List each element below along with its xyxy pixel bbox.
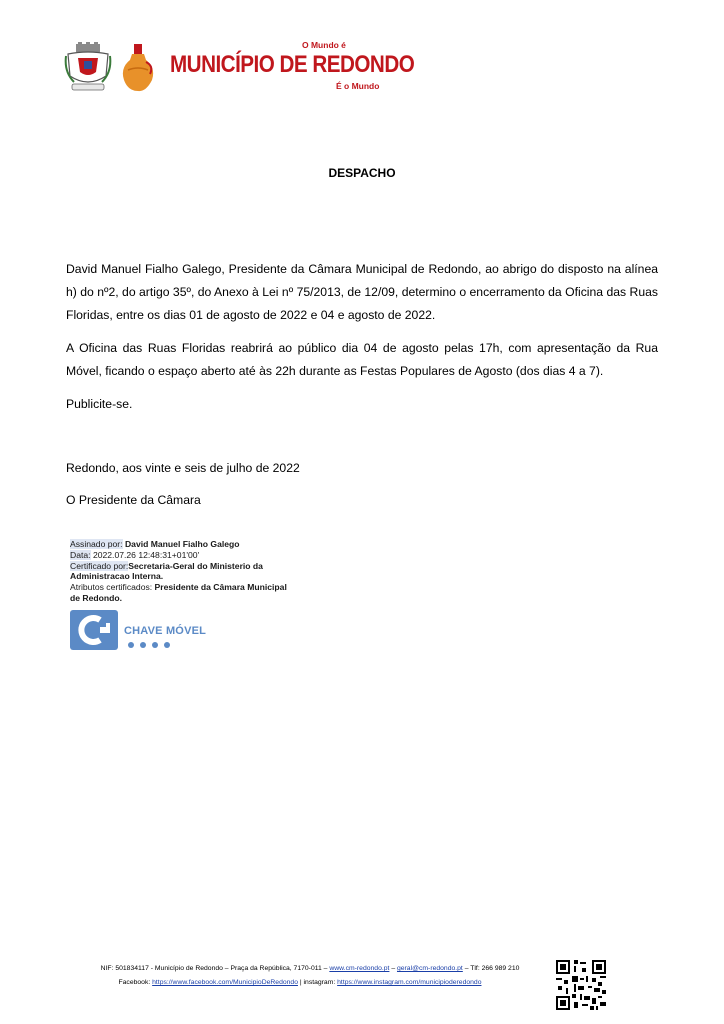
dot xyxy=(128,642,134,648)
clay-jug-icon xyxy=(120,42,156,92)
digital-signature xyxy=(70,539,290,604)
facebook-link[interactable]: https://www.facebook.com/MunicipioDeRedondo xyxy=(152,979,298,986)
facebook-label: Facebook: xyxy=(118,979,151,986)
municipality-name: MUNICÍPIO DE REDONDO xyxy=(170,51,415,78)
footer-social-line xyxy=(0,976,600,990)
footer-contact-line xyxy=(0,962,600,976)
instagram-link[interactable]: https://www.instagram.com/municipioderedondo xyxy=(337,979,482,986)
page-footer xyxy=(0,962,600,990)
attributes-value: Presidente da Câmara Municipal de Redondo. xyxy=(70,582,287,603)
closing-block xyxy=(66,460,300,524)
paragraph: David Manuel Fialho Galego, Presidente da Câmara Municipal de Redondo, ao abrigo do disposto na alínea h) do nº2, do artigo 35º, do Anexo à Lei nº 75/2013, de 12/09, determino o encerramento da Oficina das Ruas Floridas, entre os dias 01 de agosto de 2022 e 04 e agosto de 2022. xyxy=(66,262,658,322)
place-date: Redondo, aos vinte e seis de julho de 2022 xyxy=(66,461,300,475)
coat-of-arms-icon xyxy=(64,42,112,92)
paragraph: Publicite-se. xyxy=(66,397,133,411)
tagline-bottom: É o Mundo xyxy=(336,81,380,91)
tagline-top: O Mundo é xyxy=(302,40,346,50)
signatory-role: O Presidente da Câmara xyxy=(66,493,201,507)
chave-movel-badge xyxy=(70,610,210,652)
signed-by-label: Assinado por: xyxy=(70,539,123,549)
footer-sep: – xyxy=(391,965,396,972)
dot xyxy=(164,642,170,648)
chave-movel-icon xyxy=(70,610,118,650)
chave-movel-label: CHAVE MÓVEL xyxy=(124,625,207,637)
document-body xyxy=(66,258,658,426)
signed-by-value: David Manuel Fialho Galego xyxy=(124,539,240,549)
certified-value: Secretaria-Geral do Ministerio da Administracao Interna. xyxy=(70,560,263,582)
footer-nif: NIF: 501834117 - Município de Redondo – Praça da República, 7170-011 – xyxy=(100,965,328,972)
date-label: Data: xyxy=(70,549,91,560)
certified-label: Certificado por: xyxy=(70,560,129,571)
chave-movel-dots xyxy=(128,642,170,648)
paragraph: A Oficina das Ruas Floridas reabrirá ao público dia 04 de agosto pelas 17h, com apresentação da Rua Móvel, ficando o espaço aberto até às 22h durante as Festas Populares de Agosto (dos dias 4 a 7). xyxy=(66,341,658,378)
date-value: 2022.07.26 12:48:31+01'00' xyxy=(92,549,200,560)
document-title: DESPACHO xyxy=(328,166,396,180)
qr-code-icon xyxy=(556,960,606,1010)
website-link[interactable]: www.cm-redondo.pt xyxy=(329,965,390,972)
dot xyxy=(140,642,146,648)
dot xyxy=(152,642,158,648)
instagram-label: | instagram: xyxy=(299,979,336,986)
letterhead xyxy=(64,40,415,96)
brand-wordmark xyxy=(170,40,415,96)
email-link[interactable]: geral@cm-redondo.pt xyxy=(396,965,463,972)
attributes-label: Atributos certificados: xyxy=(70,582,153,593)
footer-phone: – Tlf: 266 989 210 xyxy=(464,965,520,972)
